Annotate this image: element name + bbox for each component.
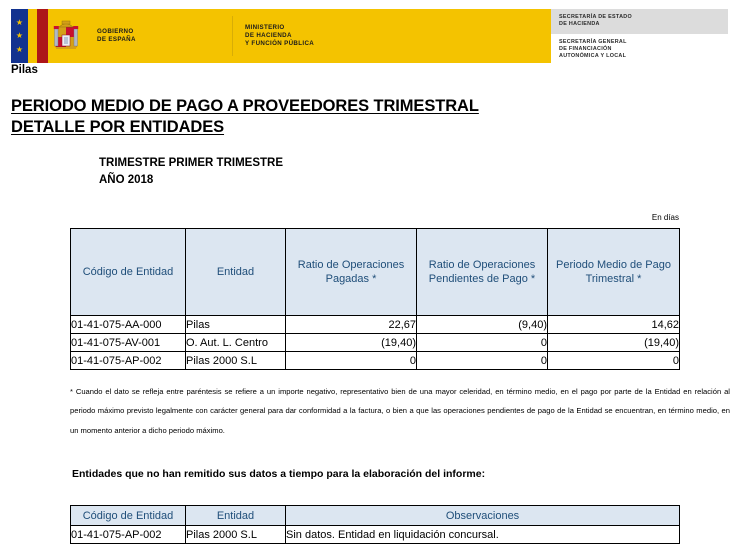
table-row bbox=[71, 526, 680, 544]
gobierno-line2: DE ESPAÑA bbox=[97, 36, 136, 43]
secretaria-general bbox=[559, 34, 728, 61]
cell-ratio-pendientes: (9,40) bbox=[417, 316, 548, 334]
secretaria-de-estado bbox=[551, 9, 728, 34]
government-header-band bbox=[11, 9, 728, 63]
cell-ratio-pagadas: 0 bbox=[286, 352, 417, 370]
table-row bbox=[71, 334, 680, 352]
column-header-ratio-pendientes: Ratio de Operaciones Pendientes de Pago * bbox=[417, 229, 548, 316]
ministerio-line2: DE HACIENDA bbox=[245, 31, 292, 39]
main-data-table bbox=[70, 228, 680, 370]
eu-star-icon: ★ bbox=[15, 17, 24, 27]
column-header-codigo: Código de Entidad bbox=[71, 506, 186, 526]
period-quarter: TRIMESTRE PRIMER TRIMESTRE bbox=[99, 157, 284, 169]
ministerio-line3: Y FUNCIÓN PÚBLICA bbox=[245, 40, 315, 48]
gobierno-line1: GOBIERNO bbox=[97, 27, 134, 35]
secretaria-estado-line1: SECRETARÍA DE ESTADO bbox=[559, 14, 632, 20]
cell-entidad: Pilas 2000 S.L bbox=[186, 352, 286, 370]
cell-codigo: 01-41-075-AP-002 bbox=[71, 352, 186, 370]
cell-entidad: O. Aut. L. Centro bbox=[186, 334, 286, 352]
cell-observaciones: Sin datos. Entidad en liquidación concursal. bbox=[286, 526, 680, 544]
cell-pmp-trimestral: 14,62 bbox=[548, 316, 680, 334]
cell-pmp-trimestral: 0 bbox=[548, 352, 680, 370]
ministerio-line1: MINISTERIO bbox=[245, 23, 285, 31]
pending-entities-table bbox=[70, 505, 680, 544]
unit-caption: En días bbox=[651, 213, 679, 222]
gobierno-de-espana-brand bbox=[84, 9, 232, 63]
table-header-row bbox=[71, 506, 680, 526]
cell-codigo: 01-41-075-AP-002 bbox=[71, 526, 186, 544]
flag-red-stripe bbox=[37, 9, 48, 63]
period-year: AÑO 2018 bbox=[99, 174, 154, 186]
spanish-coat-of-arms-icon bbox=[53, 16, 79, 56]
period-info bbox=[99, 155, 283, 189]
table-header-row bbox=[71, 229, 680, 316]
column-header-observaciones: Observaciones bbox=[286, 506, 680, 526]
column-header-entidad: Entidad bbox=[186, 229, 286, 316]
entity-name: Pilas bbox=[11, 64, 38, 76]
cell-entidad: Pilas bbox=[186, 316, 286, 334]
cell-entidad: Pilas 2000 S.L bbox=[186, 526, 286, 544]
cell-pmp-trimestral: (19,40) bbox=[548, 334, 680, 352]
spain-eu-flag-icon bbox=[11, 9, 84, 63]
column-header-pmp-trimestral: Periodo Medio de Pago Trimestral * bbox=[548, 229, 680, 316]
table-row bbox=[71, 352, 680, 370]
secretaria-estado-line2: DE HACIENDA bbox=[559, 21, 600, 28]
eu-stars-block bbox=[11, 9, 28, 63]
cell-ratio-pendientes: 0 bbox=[417, 334, 548, 352]
secretarias-block bbox=[551, 9, 728, 63]
column-header-entidad: Entidad bbox=[186, 506, 286, 526]
column-header-ratio-pagadas: Ratio de Operaciones Pagadas * bbox=[286, 229, 417, 316]
pending-section-heading: Entidades que no han remitido sus datos a tiempo para la elaboración del informe: bbox=[72, 468, 486, 480]
cell-ratio-pagadas: (19,40) bbox=[286, 334, 417, 352]
brand-divider bbox=[232, 16, 233, 56]
table-row bbox=[71, 316, 680, 334]
secretaria-general-line3: AUTONÓMICA Y LOCAL bbox=[559, 53, 627, 60]
secretaria-general-line2: DE FINANCIACIÓN bbox=[559, 46, 612, 53]
eu-star-icon: ★ bbox=[15, 44, 24, 54]
page-title-line1: PERIODO MEDIO DE PAGO A PROVEEDORES TRIMESTRAL bbox=[11, 97, 479, 115]
footnote-text: * Cuando el dato se refleja entre paréntesis se refiere a un importe negativo, representativo bien de una mayor celeridad, en término medio, en el pago por parte de la Entidad en relación al periodo máximo previsto legalmente con carácter general para dar conformidad a la factura, o bien a que las operaciones pendientes de pago de la Entidad se encuentran, en término medio, en un momento anterior a dicho periodo máximo. bbox=[70, 387, 730, 435]
cell-codigo: 01-41-075-AV-001 bbox=[71, 334, 186, 352]
cell-codigo: 01-41-075-AA-000 bbox=[71, 316, 186, 334]
brand-yellow-fill bbox=[351, 9, 551, 63]
page-title bbox=[11, 96, 479, 138]
ministerio-brand bbox=[232, 9, 351, 63]
cell-ratio-pagadas: 22,67 bbox=[286, 316, 417, 334]
column-header-codigo: Código de Entidad bbox=[71, 229, 186, 316]
cell-ratio-pendientes: 0 bbox=[417, 352, 548, 370]
page-title-line2: DETALLE POR ENTIDADES bbox=[11, 118, 225, 136]
eu-star-icon: ★ bbox=[15, 31, 24, 40]
secretaria-general-line1: SECRETARÍA GENERAL bbox=[559, 39, 627, 45]
